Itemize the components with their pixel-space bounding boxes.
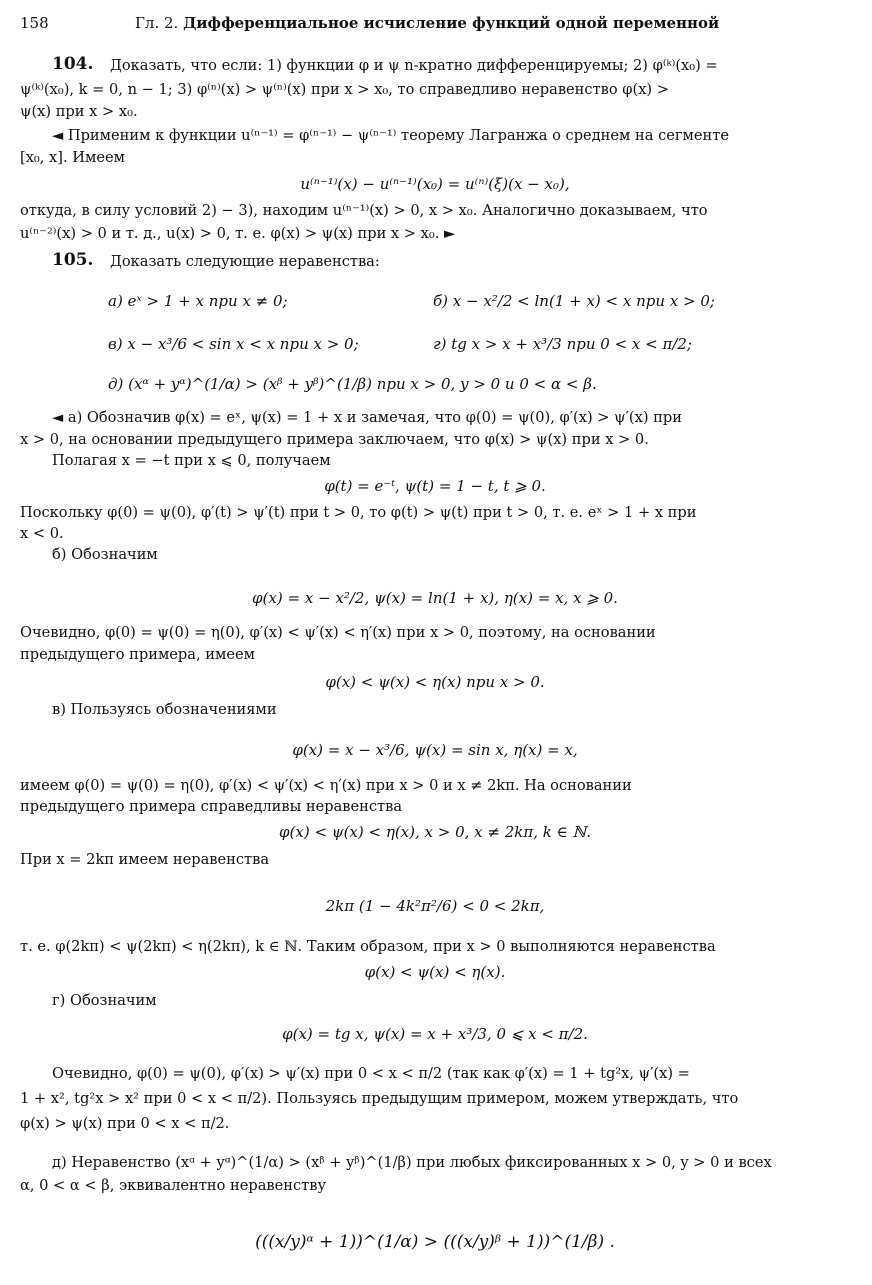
solution-text: [x₀, x]. Имеем [20, 149, 125, 166]
display-formula: φ(x) < ψ(x) < η(x) при x > 0. [325, 673, 545, 691]
display-formula: (((x/y)ᵅ + 1))^(1/α) > (((x/y)ᵝ + 1))^(1/β) . [255, 1232, 615, 1252]
solution-text: в) Пользуясь обозначениями [52, 701, 277, 718]
inequality-d: д) (xᵅ + yᵅ)^(1/α) > (xᵝ + yᵝ)^(1/β) при x > 0, y > 0 и 0 < α < β. [108, 375, 597, 393]
solution-text: α, 0 < α < β, эквивалентно неравенству [20, 1177, 327, 1194]
solution-text: ◄ Применим к функции u⁽ⁿ⁻¹⁾ = φ⁽ⁿ⁻¹⁾ − ψ⁽ⁿ⁻¹⁾ теорему Лагранжа о среднем на сегменте [52, 127, 729, 144]
chapter-title: Дифференциальное исчисление функций одной переменной [183, 14, 720, 32]
problem-text: Доказать, что если: 1) функции φ и ψ n-кратно дифференцируемы; 2) φ⁽ᵏ⁾(x₀) = [110, 57, 718, 74]
solution-text: откуда, в силу условий 2) − 3), находим u⁽ⁿ⁻¹⁾(x) > 0, x > x₀. Аналогично доказываем, что [20, 202, 708, 219]
display-formula: φ(x) < ψ(x) < η(x). [364, 963, 506, 981]
solution-text: Очевидно, φ(0) = ψ(0) = η(0), φ′(x) < ψ′(x) < η′(x) при x > 0, поэтому, на основании [20, 624, 656, 641]
running-header [135, 14, 719, 32]
solution-text: ◄ а) Обозначив φ(x) = eˣ, ψ(x) = 1 + x и замечая, что φ(0) = ψ(0), φ′(x) > ψ′(x) при [52, 409, 682, 426]
solution-text: имеем φ(0) = ψ(0) = η(0), φ′(x) < ψ′(x) < η′(x) при x > 0 и x ≠ 2kπ. На основании [20, 777, 632, 794]
solution-text: 1 + x², tg²x > x² при 0 < x < π/2). Пользуясь предыдущим примером, можем утверждать, что [20, 1090, 739, 1107]
display-formula: 2kπ (1 − 4k²π²/6) < 0 < 2kπ, [325, 897, 545, 915]
display-formula: φ(x) = tg x, ψ(x) = x + x³/3, 0 ⩽ x < π/2. [282, 1025, 588, 1043]
problem-number: 105. [52, 250, 94, 270]
display-formula: φ(x) < ψ(x) < η(x), x > 0, x ≠ 2kπ, k ∈ ℕ. [279, 823, 591, 841]
inequality-b: б) x − x²/2 < ln(1 + x) < x при x > 0; [433, 292, 715, 310]
solution-text: φ(x) > ψ(x) при 0 < x < π/2. [20, 1115, 230, 1132]
solution-text: б) Обозначим [52, 546, 158, 563]
display-formula: u⁽ⁿ⁻¹⁾(x) − u⁽ⁿ⁻¹⁾(x₀) = u⁽ⁿ⁾(ξ)(x − x₀), [300, 175, 570, 193]
display-formula: φ(x) = x − x³/6, ψ(x) = sin x, η(x) = x, [292, 741, 578, 759]
solution-text: x < 0. [20, 525, 64, 542]
inequality-g: г) tg x > x + x³/3 при 0 < x < π/2; [433, 335, 692, 353]
display-formula: φ(x) = x − x²/2, ψ(x) = ln(1 + x), η(x) = x, x ⩾ 0. [252, 589, 618, 607]
problem-text: Доказать следующие неравенства: [110, 253, 380, 270]
page-number: 158 [20, 14, 49, 32]
solution-text: Поскольку φ(0) = ψ(0), φ′(t) > ψ′(t) при t > 0, то φ(t) > ψ(t) при t > 0, т. е. eˣ > 1 + x при [20, 504, 697, 521]
inequality-v: в) x − x³/6 < sin x < x при x > 0; [108, 335, 359, 353]
inequality-a: а) eˣ > 1 + x при x ≠ 0; [108, 292, 288, 310]
chapter-prefix: Гл. 2. [135, 14, 179, 32]
solution-text: Очевидно, φ(0) = ψ(0), φ′(x) > ψ′(x) при 0 < x < π/2 (так как φ′(x) = 1 + tg²x, ψ′(x) = [52, 1065, 690, 1082]
solution-text: u⁽ⁿ⁻²⁾(x) > 0 и т. д., u(x) > 0, т. е. φ(x) > ψ(x) при x > x₀. ► [20, 225, 456, 242]
problem-text: ψ⁽ᵏ⁾(x₀), k = 0, n − 1; 3) φ⁽ⁿ⁾(x) > ψ⁽ⁿ⁾(x) при x > x₀, то справедливо неравенство φ(x) > [20, 81, 669, 98]
solution-text: предыдущего примера справедливы неравенства [20, 798, 403, 815]
solution-text: x > 0, на основании предыдущего примера заключаем, что φ(x) > ψ(x) при x > 0. [20, 431, 649, 448]
problem-text: ψ(x) при x > x₀. [20, 103, 138, 120]
display-formula: φ(t) = e⁻ᵗ, ψ(t) = 1 − t, t ⩾ 0. [324, 477, 546, 495]
solution-text: г) Обозначим [52, 992, 157, 1009]
solution-text: При x = 2kπ имеем неравенства [20, 851, 270, 868]
problem-number: 104. [52, 54, 94, 74]
solution-text: т. е. φ(2kπ) < ψ(2kπ) < η(2kπ), k ∈ ℕ. Таким образом, при x > 0 выполняются неравенства [20, 938, 716, 955]
solution-text: д) Неравенство (xᵅ + yᵅ)^(1/α) > (xᵝ + yᵝ)^(1/β) при любых фиксированных x > 0, y > 0 и всех [52, 1154, 772, 1171]
solution-text: Полагая x = −t при x ⩽ 0, получаем [52, 452, 331, 469]
solution-text: предыдущего примера, имеем [20, 646, 255, 663]
